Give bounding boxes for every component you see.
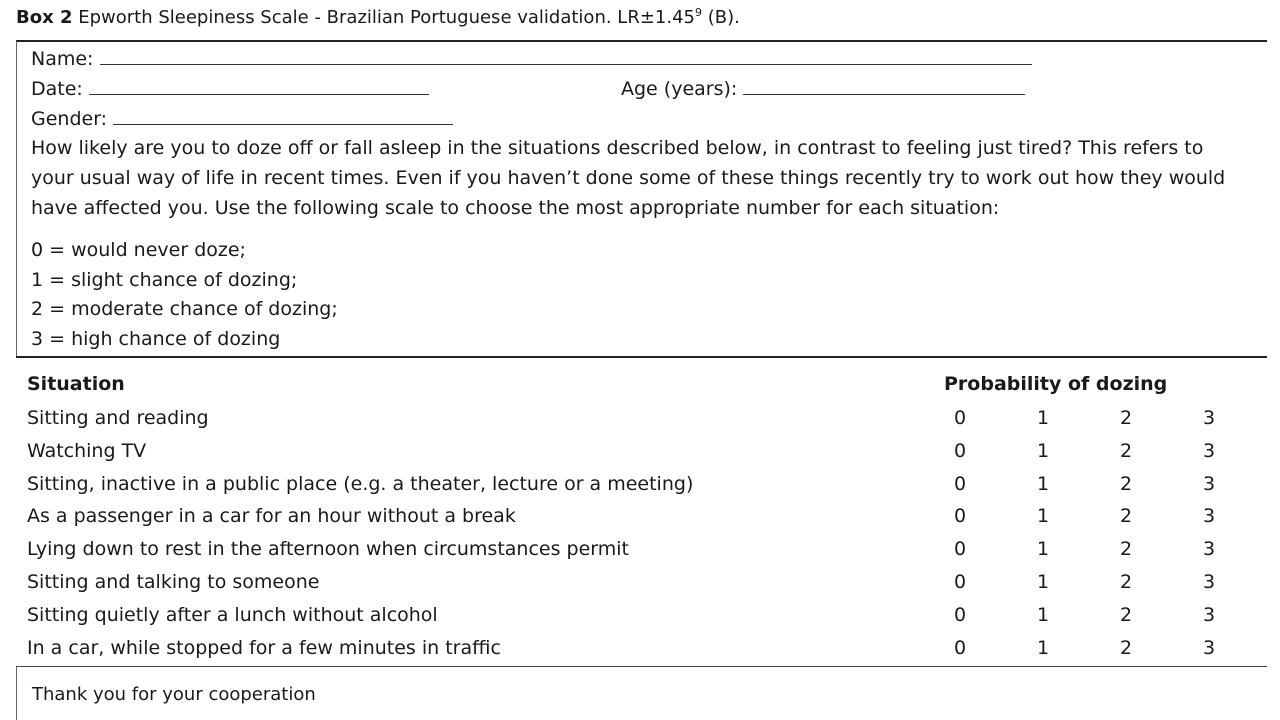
option-3[interactable]: 3: [1202, 603, 1216, 626]
table-row: [27, 538, 1247, 571]
age-blank[interactable]: [743, 80, 1025, 95]
option-1[interactable]: 1: [1036, 603, 1050, 626]
option-3[interactable]: 3: [1202, 439, 1216, 462]
caption-suffix: (B).: [702, 7, 740, 28]
option-2[interactable]: 2: [1119, 407, 1133, 429]
scale-item: 0 = would never doze;: [31, 239, 246, 261]
situation-label: Lying down to rest in the afternoon when circumstances permit: [27, 538, 630, 561]
name-row: [31, 48, 1032, 70]
option-3[interactable]: 3: [1202, 505, 1216, 528]
caption-superscript: 9: [695, 6, 702, 19]
bottom-rule: [16, 666, 1267, 667]
option-2[interactable]: 2: [1119, 472, 1133, 495]
gender-label: Gender:: [31, 108, 108, 130]
option-0[interactable]: 0: [953, 505, 967, 528]
gender-blank[interactable]: [113, 110, 453, 125]
option-1[interactable]: 1: [1036, 472, 1050, 495]
option-0[interactable]: 0: [953, 603, 967, 626]
scale-legend: [31, 236, 338, 354]
option-0[interactable]: 0: [953, 636, 967, 659]
scale-item: 1 = slight chance of dozing;: [31, 268, 298, 291]
option-1[interactable]: 1: [1036, 538, 1050, 561]
option-2[interactable]: 2: [1119, 505, 1133, 528]
gender-row: [31, 108, 453, 130]
situation-label: Sitting, inactive in a public place (e.g. a theater, lecture or a meeting): [27, 472, 694, 495]
left-border-bottom: [16, 666, 17, 720]
option-1[interactable]: 1: [1036, 407, 1050, 429]
option-1[interactable]: 1: [1036, 571, 1050, 593]
option-2[interactable]: 2: [1119, 538, 1133, 561]
situation-header: Situation: [27, 373, 125, 395]
table-row: [27, 505, 1247, 538]
option-2[interactable]: 2: [1119, 439, 1133, 462]
situation-label: Sitting and reading: [27, 407, 209, 429]
situation-label: As a passenger in a car for an hour without a break: [27, 505, 516, 528]
date-label: Date:: [31, 78, 83, 100]
scale-item: 3 = high chance of dozing: [31, 327, 281, 350]
option-1[interactable]: 1: [1036, 439, 1050, 462]
name-blank[interactable]: [100, 50, 1032, 65]
probability-header: Probability of dozing: [944, 373, 1168, 395]
option-2[interactable]: 2: [1119, 636, 1133, 659]
table-row: [27, 571, 1247, 604]
box-caption: [16, 6, 740, 28]
top-rule: [16, 40, 1267, 42]
option-2[interactable]: 2: [1119, 603, 1133, 626]
option-2[interactable]: 2: [1119, 571, 1133, 593]
option-0[interactable]: 0: [953, 571, 967, 593]
situation-label: In a car, while stopped for a few minutes in traffic: [27, 636, 501, 659]
table-row: [27, 473, 1247, 506]
thank-you-note: Thank you for your cooperation: [32, 684, 316, 705]
option-0[interactable]: 0: [953, 439, 967, 462]
instructions-text: How likely are you to doze off or fall asleep in the situations described below, in contrast to feeling just tired? This refers to your usual way of life in recent times. Even if you haven’t done some of these things recently try to work out how they would have affected you. Use the following scale to choose the most appropriate number for each situation:: [31, 137, 1226, 219]
name-label: Name:: [31, 48, 94, 70]
option-1[interactable]: 1: [1036, 636, 1050, 659]
caption-label: Box 2: [16, 7, 73, 28]
option-0[interactable]: 0: [953, 407, 967, 429]
table-row: [27, 637, 1247, 670]
date-blank[interactable]: [89, 80, 429, 95]
option-3[interactable]: 3: [1202, 472, 1216, 495]
option-0[interactable]: 0: [953, 472, 967, 495]
situation-label: Watching TV: [27, 439, 147, 462]
option-3[interactable]: 3: [1202, 407, 1216, 429]
middle-rule: [16, 356, 1267, 358]
option-3[interactable]: 3: [1202, 636, 1216, 659]
scale-item: 2 = moderate chance of dozing;: [31, 298, 338, 320]
caption-text: Epworth Sleepiness Scale - Brazilian Portuguese validation. LR±1.45: [72, 7, 695, 28]
table-row: [27, 407, 1247, 440]
table-row: [27, 440, 1247, 473]
age-label: Age (years):: [621, 78, 738, 100]
option-3[interactable]: 3: [1202, 538, 1216, 561]
option-1[interactable]: 1: [1036, 505, 1050, 528]
questionnaire-box: [16, 0, 1267, 720]
left-border-top: [16, 41, 17, 357]
situation-label: Sitting quietly after a lunch without alcohol: [27, 603, 438, 626]
table-row: [27, 604, 1247, 637]
option-0[interactable]: 0: [953, 538, 967, 561]
date-row: [31, 78, 429, 100]
age-row: [621, 78, 1025, 100]
option-3[interactable]: 3: [1202, 571, 1216, 593]
situation-label: Sitting and talking to someone: [27, 571, 320, 593]
